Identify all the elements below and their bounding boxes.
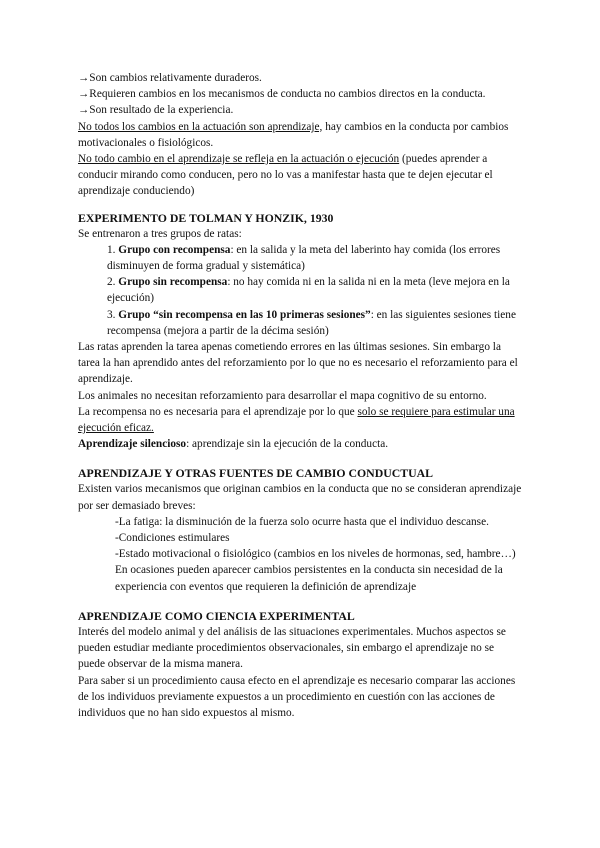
bullet-line-3: →Son resultado de la experiencia.	[78, 104, 234, 117]
underlined-text: No todo cambio en el aprendizaje se refleja en la actuación o ejecución	[78, 153, 400, 166]
paragraph-aprendizaje-silencioso: Aprendizaje silencioso: aprendizaje sin la ejecución de la conducta.	[78, 438, 389, 451]
paragraph-procedimiento: Para saber si un procedimiento causa efecto en el aprendizaje es necesario comparar las acciones de los individuos previamente expuestos a un procedimiento en cuestión con las acciones de individuos que no han sido expuestos al mismo.	[78, 674, 516, 719]
bullet-line-1: →Son cambios relativamente duraderos.	[78, 72, 262, 84]
paragraph-lead: Existen varios mecanismos que originan cambios en la conducta que no se consideran aprendizaje por ser demasiado breves:	[78, 483, 522, 512]
list-item-group-1: 1. Grupo con recompensa: en la salida y la meta del laberinto hay comida (los errores disminuyen de forma gradual y sistemática)	[107, 243, 501, 273]
section-title-ciencia: APRENDIZAJE COMO CIENCIA EXPERIMENTAL	[78, 608, 355, 623]
section-title-tolman: EXPERIMENTO DE TOLMAN Y HONZIK, 1930	[78, 210, 334, 225]
paragraph-interes: Interés del modelo animal y del análisis de las situaciones experimentales. Muchos aspectos se pueden estudiar mediante procedimientos observacionales, sin embargo el aprendizaje no se puede observar de la misma manera.	[78, 625, 506, 671]
section-title-otras-fuentes: APRENDIZAJE Y OTRAS FUENTES DE CAMBIO CONDUCTUAL	[78, 466, 434, 481]
paragraph-ratas: Las ratas aprenden la tarea apenas cometiendo errores en las últimas sesiones. Sin embargo la tarea la han aprendido antes del reforzamiento por lo que no es necesario el reforzamiento para el aprendizaje.	[78, 341, 518, 386]
paragraph-recompensa: La recompensa no es necesaria para el aprendizaje por lo que solo se requiere para estimular una ejecución eficaz.	[78, 405, 515, 435]
list-item-ocasiones: En ocasiones pueden aparecer cambios persistentes en la conducta sin necesidad de la experiencia con eventos que requieren la definición de aprendizaje	[115, 564, 503, 593]
underlined-text: No todos los cambios en la actuación son aprendizaje,	[78, 120, 323, 133]
paragraph-actuacion: No todos los cambios en la actuación son aprendizaje, hay cambios en la conducta por cambios motivacionales o fisiológicos.	[78, 120, 509, 149]
paragraph-ejecucion: No todo cambio en el aprendizaje se refleja en la actuación o ejecución (puedes aprender a conducir mirando como conducen, pero no lo vas a manifestar hasta que te dejen ejecutar el aprendizaje conduciendo)	[78, 153, 493, 198]
document-body	[78, 70, 523, 721]
underlined-text: solo se requiere para estimular una ejecución eficaz.	[78, 405, 515, 435]
paragraph-lead: Se entrenaron a tres grupos de ratas:	[78, 227, 242, 240]
paragraph-animales: Los animales no necesitan reforzamiento para desarrollar el mapa cognitivo de su entorno.	[78, 389, 487, 402]
list-item-group-3: 3. Grupo “sin recompensa en las 10 primeras sesiones”: en las siguientes sesiones tiene recompensa (mejora a partir de la décima sesión)	[107, 308, 516, 337]
list-item-estado: -Estado motivacional o fisiológico (cambios en los niveles de hormonas, sed, hambre…)	[115, 548, 516, 561]
list-item-group-2: 2. Grupo sin recompensa: no hay comida ni en la salida ni en la meta (leve mejora en la ejecución)	[107, 276, 510, 305]
list-item-fatiga: -La fatiga: la disminución de la fuerza solo ocurre hasta que el individuo descanse.	[115, 515, 489, 528]
bullet-line-2: →Requieren cambios en los mecanismos de conducta no cambios directos en la conducta.	[78, 88, 486, 101]
list-item-condiciones: -Condiciones estimulares	[115, 532, 230, 545]
